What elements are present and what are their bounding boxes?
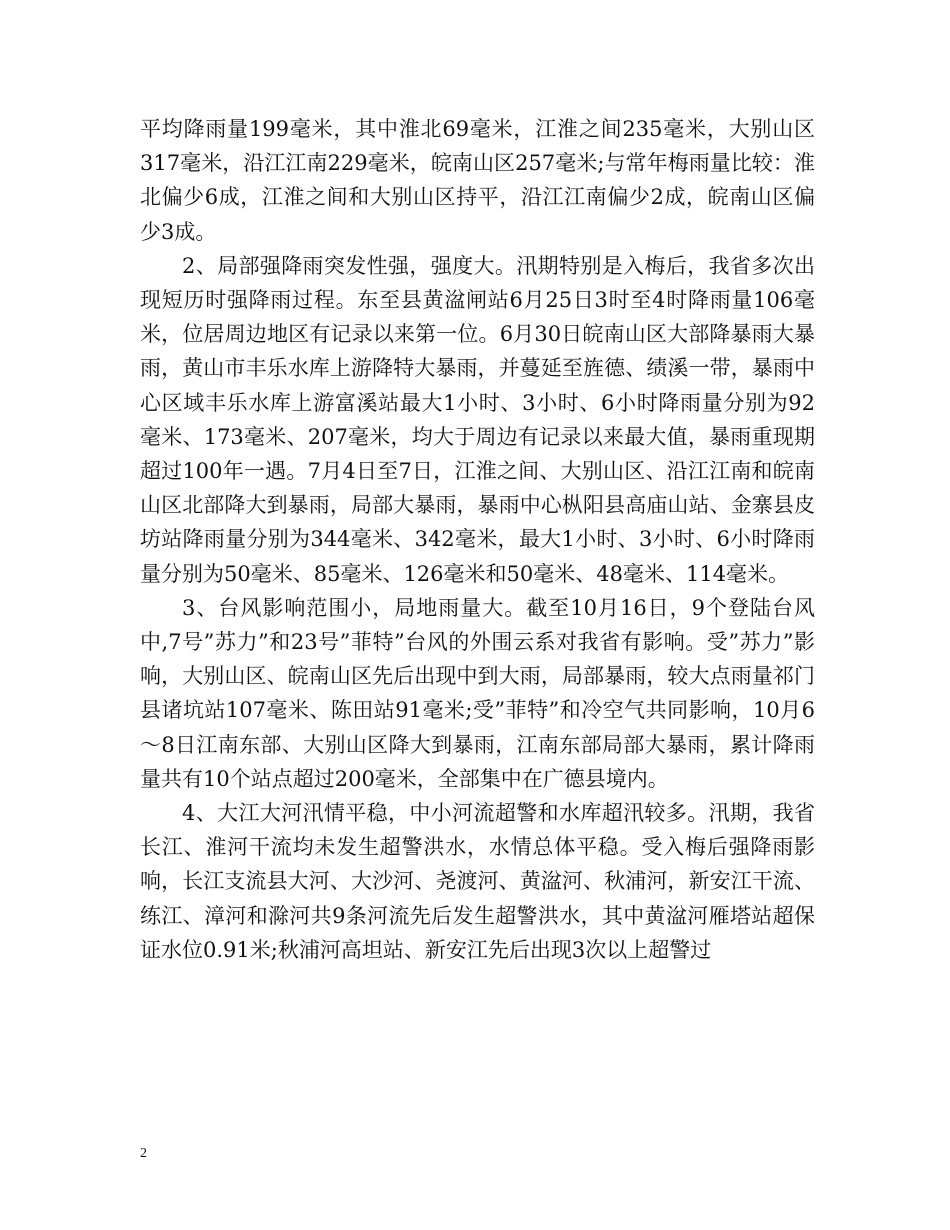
document-body xyxy=(140,112,815,967)
paragraph-river-flood: 4、大江大河汛情平稳，中小河流超警和水库超汛较多。汛期，我省长江、淮河干流均未发生超警洪水，水情总体平稳。受入梅后强降雨影响，长江支流县大河、大沙河、尧渡河、黄湓河、秋浦河，新安江干流、练江、漳河和滁河共9条河流先后发生超警洪水，其中黄湓河雁塔站超保证水位0.91米;秋浦河高坦站、新安江先后出现3次以上超警过 xyxy=(140,801,815,962)
paragraph-heavy-rain: 2、局部强降雨突发性强，强度大。汛期特别是入梅后，我省多次出现短历时强降雨过程。东至县黄湓闸站6月25日3时至4时降雨量106毫米，位居周边地区有记录以来第一位。6月30日皖南山区大部降暴雨大暴雨，黄山市丰乐水库上游降特大暴雨，并蔓延至旌德、绩溪一带，暴雨中心区域丰乐水库上游富溪站最大1小时、3小时、6小时降雨量分别为92毫米、173毫米、207毫米，均大于周边有记录以来最大值，暴雨重现期超过100年一遇。7月4日至7日，江淮之间、大别山区、沿江江南和皖南山区北部降大到暴雨，局部大暴雨，暴雨中心枞阳县高庙山站、金寨县皮坊站降雨量分别为344毫米、342毫米，最大1小时、3小时、6小时降雨量分别为50毫米、85毫米、126毫米和50毫米、48毫米、114毫米。 xyxy=(140,253,815,586)
page-number: 2 xyxy=(140,1146,147,1161)
paragraph-typhoon: 3、台风影响范围小，局地雨量大。截至10月16日，9个登陆台风中,7号”苏力”和23号”菲特”台风的外围云系对我省有影响。受”苏力”影响，大别山区、皖南山区先后出现中到大雨，局部暴雨，较大点雨量祁门县诸坑站107毫米、陈田站91毫米;受”菲特”和冷空气共同影响，10月6～8日江南东部、大别山区降大到暴雨，江南东部局部大暴雨，累计降雨量共有10个站点超过200毫米，全部集中在广德县境内。 xyxy=(140,595,815,791)
paragraph-continuation: 平均降雨量199毫米，其中淮北69毫米，江淮之间235毫米，大别山区317毫米，沿江江南229毫米，皖南山区257毫米;与常年梅雨量比较：淮北偏少6成，江淮之间和大别山区持平，沿江江南偏少2成，皖南山区偏少3成。 xyxy=(140,117,815,244)
